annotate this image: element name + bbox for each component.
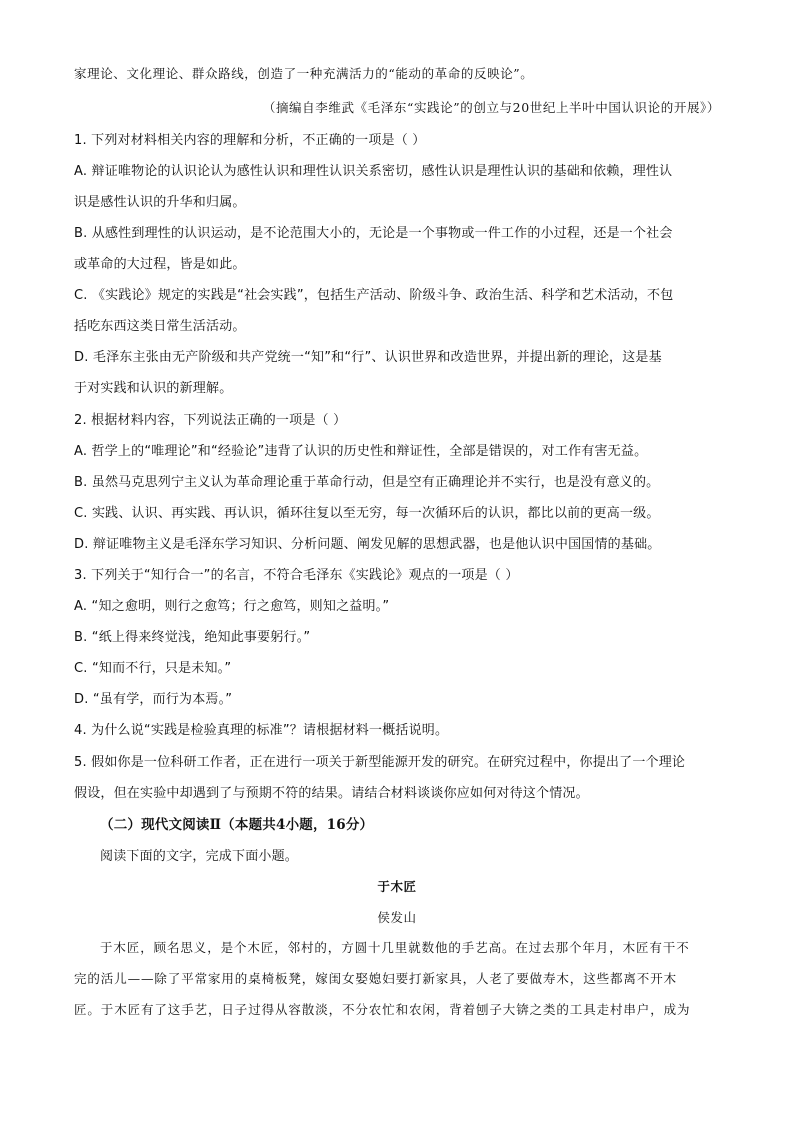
question-3-option-d: D. “虽有学，而行为本焉。” bbox=[74, 692, 233, 707]
source-citation: （摘编自李维武《毛泽东“实践论”的创立与20世纪上半叶中国认识论的开展》） bbox=[262, 100, 720, 115]
question-2-option-b: B. 虽然马克思列宁主义认为革命理论重于革命行动，但是空有正确理论并不实行，也是没有意义的。 bbox=[74, 475, 660, 490]
question-1-option-a: A. 辩证唯物论的认识论认为感性认识和理性认识关系密切，感性认识是理性认识的基础和依赖，理性认 bbox=[74, 164, 673, 179]
question-1-option-b: B. 从感性到理性的认识运动，是不论范围大小的，无论是一个事物或一件工作的小过程，还是一个社会 bbox=[74, 226, 673, 241]
question-1-option-d: D. 毛泽东主张由无产阶级和共产党统一“知”和“行”、认识世界和改造世界，并提出新的理论，这是基 bbox=[74, 350, 662, 365]
question-3-stem: 3. 下列关于“知行合一”的名言，不符合毛泽东《实践论》观点的一项是（ ） bbox=[74, 568, 519, 583]
question-1-option-d-cont: 于对实践和认识的新理解。 bbox=[74, 381, 233, 396]
reading-instruction: 阅读下面的文字，完成下面小题。 bbox=[100, 849, 299, 864]
question-2-option-a: A. 哲学上的“唯理论”和“经验论”违背了认识的历史性和辩证性，全部是错误的，对工作有害无益。 bbox=[74, 444, 648, 459]
question-3-option-b: B. “纸上得来终觉浅，绝知此事要躬行。” bbox=[74, 630, 311, 645]
question-1-option-b-cont: 或革命的大过程，皆是如此。 bbox=[74, 257, 246, 272]
story-title: 于木匠 bbox=[377, 879, 417, 894]
story-paragraph-line: 于木匠，顾名思义，是个木匠，邻村的，方圆十几里就数他的手艺高。在过去那个年月，木匠有干不 bbox=[100, 940, 690, 955]
story-paragraph-line: 完的活儿——除了平常家用的桌椅板凳，嫁闺女娶媳妇要打新家具，人老了要做寿木，这些都离不开木 bbox=[74, 971, 678, 986]
question-5-stem-cont: 假设，但在实验中却遇到了与预期不符的结果。请结合材料谈谈你应如何对待这个情况。 bbox=[74, 786, 589, 801]
question-1-option-a-cont: 识是感性认识的升华和归属。 bbox=[74, 195, 246, 210]
question-2-option-d: D. 辩证唯物主义是毛泽东学习知识、分析问题、阐发见解的思想武器，也是他认识中国国情的基础。 bbox=[74, 537, 661, 552]
question-1-option-c: C. 《实践论》规定的实践是“社会实践”，包括生产活动、阶级斗争、政治生活、科学和艺术活动，不包 bbox=[74, 288, 674, 303]
question-3-option-a: A. “知之愈明，则行之愈笃；行之愈笃，则知之益明。” bbox=[74, 599, 390, 614]
question-4-stem: 4. 为什么说“实践是检验真理的标准”？请根据材料一概括说明。 bbox=[74, 723, 449, 738]
question-1-option-c-cont: 括吃东西这类日常生活活动。 bbox=[74, 319, 246, 334]
question-5-stem: 5. 假如你是一位科研工作者，正在进行一项关于新型能源开发的研究。在研究过程中，你提出了一个理论 bbox=[74, 755, 686, 770]
story-paragraph-line: 匠。于木匠有了这手艺，日子过得从容散淡，不分农忙和农闲，背着刨子大锛之类的工具走村串户，成为 bbox=[74, 1002, 691, 1017]
question-3-option-c: C. “知而不行，只是未知。” bbox=[74, 661, 232, 676]
question-1-stem: 1. 下列对材料相关内容的理解和分析，不正确的一项是（ ） bbox=[74, 133, 426, 148]
passage-continuation: 家理论、文化理论、群众路线，创造了一种充满活力的“能动的革命的反映论”。 bbox=[74, 66, 534, 81]
question-2-stem: 2. 根据材料内容，下列说法正确的一项是（ ） bbox=[74, 413, 347, 428]
story-author: 侯发山 bbox=[377, 910, 417, 925]
section-heading: （二）现代文阅读Ⅱ（本题共4小题，16分） bbox=[100, 817, 374, 833]
question-2-option-c: C. 实践、认识、再实践、再认识，循环往复以至无穷，每一次循环后的认识，都比以前的更高一级。 bbox=[74, 506, 660, 521]
